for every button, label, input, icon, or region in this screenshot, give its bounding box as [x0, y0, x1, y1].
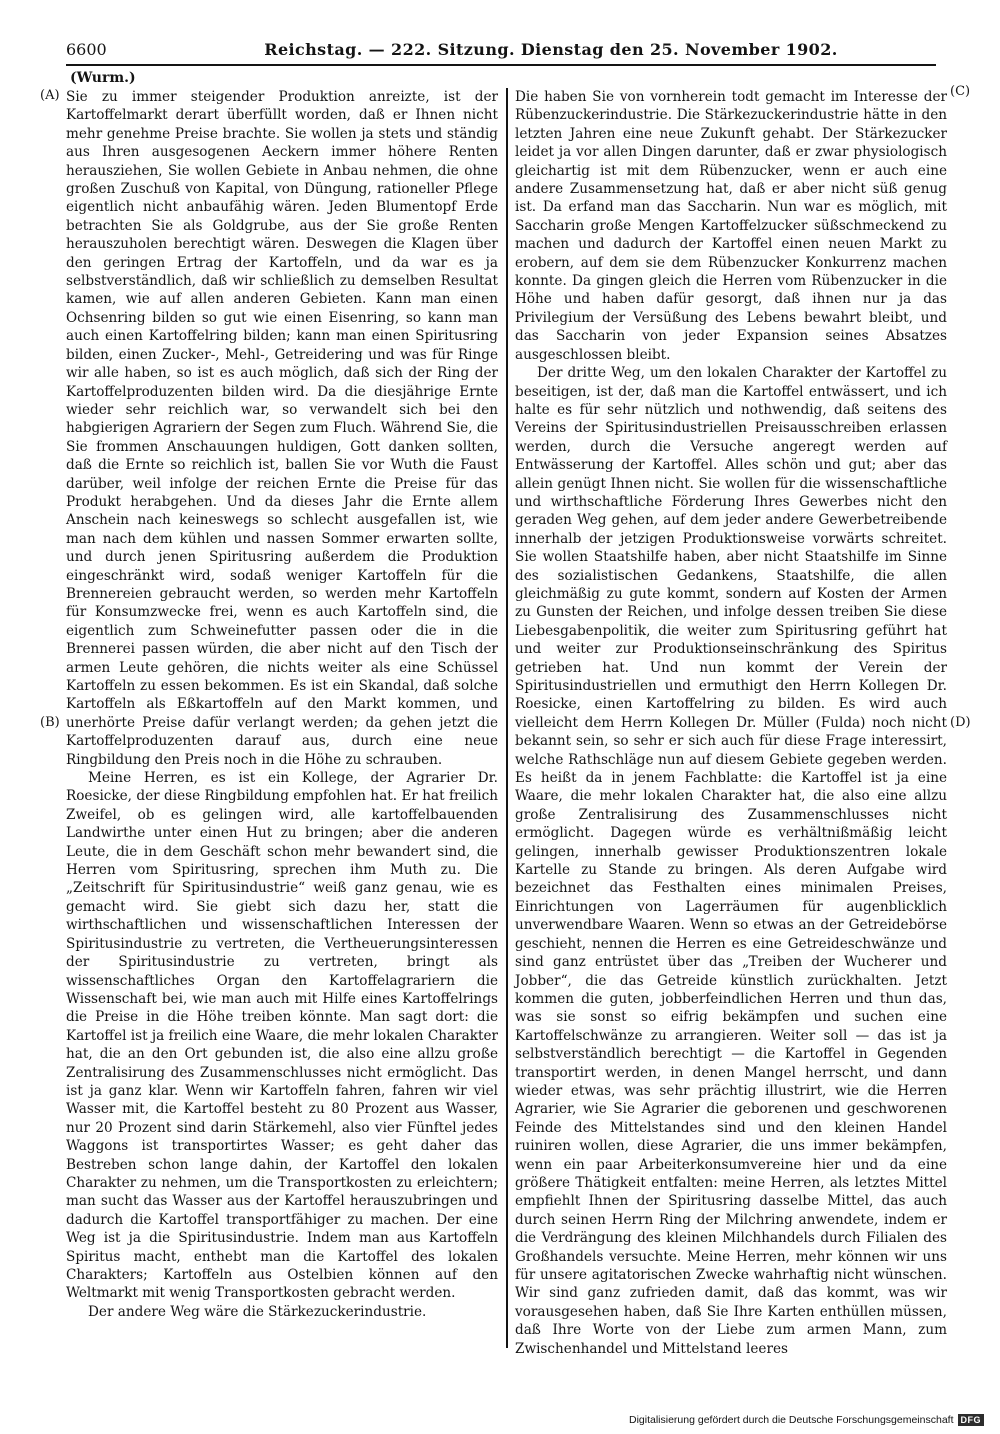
running-title: Reichstag. — 222. Sitzung. Dienstag den 25. November 1902. [264, 40, 838, 59]
digitization-credit [629, 1414, 984, 1426]
margin-mark-b: (B) [40, 715, 60, 730]
dfg-logo: DFG [958, 1414, 985, 1426]
paragraph: Sie zu immer steigender Produktion anreizte, ist der Kartoffelmarkt derart überfüllt worden, daß er Ihnen nicht mehr genehme Preise brachte. Sie wollen ja stets und ständig aus Ihren ausgesogenen Aeckern immer höhere Renten herausziehen, Sie wollen Gebiete in Anbau nehmen, die ohne großen Zuschuß von Kapital, von Düngung, rationeller Pflege eigentlich nicht anbaufähig wären. Jeden Blumentopf Erde betrachten Sie als Goldgrube, aus der Sie große Renten herauszuholen berechtigt wären. Deswegen die Klagen über den geringen Ertrag der Kartoffeln, und da war es ja selbstverständlich, daß wir schließlich zu demselben Resultat kamen, wie auf allen anderen Gebieten. Kann man einen Ochsenring bilden so gut wie einen Eisenring, so kann man auch einen Kartoffelring bilden; kann man einen Spiritusring bilden, einen Zucker-, Mehl-, Getreidering und was für Ringe wir alle haben, so ist es auch möglich, daß sich der Ring der Kartoffelproduzenten bilden wird. Da die diesjährige Ernte wieder sehr reichlich war, so verwandelt sich bei den habgierigen Agrariern der Segen zum Fluch. Während Sie, die Sie frommen Anschauungen huldigen, Gott danken sollten, daß die Ernte so reichlich ist, ballen Sie vor Wuth die Faust darüber, weil infolge der reichen Ernte die Preise für das Produkt herabgehen. Und da dieses Jahr die Ernte allem Anschein nach keineswegs so schlecht ausgefallen ist, wie man nach dem kühlen und nassen Sommer erwarten sollte, und durch jenen Spiritusring außerdem die Produktion eingeschränkt wird, sodaß weniger Kartoffeln für die Brennereien gebraucht werden, so werden mehr Kartoffeln für Konsumzwecke frei, wenn es auch Kartoffeln sind, die eigentlich zum Schweinefutter passen oder die in die Brennerei passen würden, die aber nicht auf den Tisch der armen Leute gehören, die nichts weiter als eine Schüssel Kartoffeln zu essen bekommen. Es ist ein Skandal, daß solche Kartoffeln als Eßkartoffeln auf den Markt kommen, und unerhörte Preise dafür verlangt werden; da gehen jetzt die Kartoffelproduzenten darauf aus, durch eine neue Ringbildung den Preis noch in die Höhe zu schrauben. [66, 89, 498, 768]
paragraph: Der andere Weg wäre die Stärkezuckerindustrie. [88, 1303, 427, 1320]
margin-mark-a: (A) [40, 88, 60, 103]
speaker-label: (Wurm.) [70, 70, 136, 86]
left-column [66, 88, 498, 1321]
column-divider [506, 88, 508, 1348]
margin-mark-d: (D) [950, 715, 971, 730]
margin-mark-c: (C) [950, 84, 971, 99]
right-column [515, 88, 947, 1358]
credit-text: Digitalisierung gefördert durch die Deutsche Forschungsgemeinschaft [628, 1414, 954, 1426]
paragraph: Der dritte Weg, um den lokalen Charakter der Kartoffel zu beseitigen, ist der, daß man die Kartoffel entwässert, und ich halte es für sehr nützlich und nothwendig, daß seitens des Vereins der Spiritusindustriellen Preisausschreiben erlassen werden, durch die Versuche angeregt werden auf Entwässerung der Kartoffel. Alles schön und gut; aber das allein genügt Ihnen nicht. Sie wollen für die wissenschaftliche und wirthschaftliche Förderung Ihres Gewerbes nicht den geraden Weg gehen, auf dem jeder andere Gewerbetreibende innerhalb der jetzigen Produktionsweise vorwärts schreitet. Sie wollen Staatshilfe haben, aber nicht Staatshilfe im Sinne des sozialistischen Gedankens, Staatshilfe, die allen gleichmäßig zu gute kommt, sondern auf Kosten der Armen zu Gunsten der Reichen, und infolge dessen treiben Sie diese Liebesgabenpolitik, die weiter zum Spiritusring geführt hat und weiter zur Produktionseinschränkung des Spiritus getrieben hat. Und nun kommt der Verein der Spiritusindustriellen und ermuthigt den Herrn Kollegen Dr. Roesicke, einen Kartoffelring zu bilden. Es wird auch vielleicht dem Herrn Kollegen Dr. Müller (Fulda) noch nicht bekannt sein, so sehr er sich auch für diese Frage interessirt, welche Rathschläge nun auf diesem Gebiete gegeben werden. Es heißt da in jenem Fachblatte: die Kartoffel ist ja eine Waare, die mehr lokalen Charakter hat, die also eine allzu große Zentralisirung des Zusammenschlusses nicht ermöglicht. Dagegen würde es verhältnißmäßig leicht gelingen, innerhalb gewisser Produktionszentren lokale Kartelle zu Stande zu bringen. Als deren Aufgabe wird bezeichnet das Festhalten eines minimalen Preises, Einrichtungen von Lagerräumen für augenblicklich unverwendbare Waaren. Wenn so etwas an der Getreidebörse geschieht, nennen die Herren es eine Getreideschwänze und sind ganz entrüstet über das „Treiben der Wucherer und Jobber“, die das Getreide künstlich zurückhalten. Jetzt kommen die guten, jobberfeindlichen Herren und thun das, was sie sonst so eifrig bekämpfen und suchen eine Kartoffelschwänze zu arrangieren. Weiter soll — das ist ja selbstverständlich berechtigt — die Kartoffel in Gegenden transportirt werden, in denen Mangel herrscht, und dann wieder etwas, was sehr prächtig illustrirt, wie die Herren Agrarier, wie Sie Agrarier die geborenen und geschworenen Feinde des Mittelstandes sind und den kleinen Handel ruiniren wollen, diese Agrarier, die uns immer bekämpfen, wenn ein paar Arbeiterkonsumvereine hier und da eine größere Thätigkeit entfalten: meine Herren, als letztes Mittel empfiehlt Ihnen der Spiritusring dasselbe Mittel, das auch durch seinen Herrn Ring der Milchring anwendete, indem er die Verdrängung des kleinen Milchhandels durch Filialen des Großhandels versuchte. Meine Herren, mehr können wir uns für unsere agitatorischen Zwecke wahrhaftig nicht wünschen. Wir sind ganz zufrieden damit, daß das kommt, was wir vorausgesehen haben, daß Sie Ihre Karten enthüllen müssen, daß Ihre Worte von der Liebe zum armen Mann, zum Zwischenhandel und Mittelstand leeres [515, 365, 947, 1357]
paragraph: Meine Herren, es ist ein Kollege, der Agrarier Dr. Roesicke, der diese Ringbildung empfohlen hat. Er hat freilich Zweifel, ob es gelingen wird, alle kartoffelbauenden Landwirthe unter einen Hut zu bringen; aber die anderen Leute, die in dem Geschäft schon mehr bewandert sind, die Herren vom Spiritusring, sprechen ihm Muth zu. Die „Zeitschrift für Spiritusindustrie“ weiß ganz genau, wie es gemacht wird. Sie giebt sich dazu her, statt die wirthschaftlichen und wissenschaftlichen Interessen der Spiritusindustrie zu vertreten, die Vertheuerungsinteressen der Spiritusindustrie zu vertreten, bringt als wissenschaftliches Organ den Kartoffelagrariern die Wissenschaft bei, wie man auch mit Hilfe eines Kartoffelrings die Preise in die Höhe treiben könnte. Man sagt dort: die Kartoffel ist ja freilich eine Waare, die mehr lokalen Charakter hat, die an den Ort gebunden ist, die also eine allzu große Zentralisirung des Zusammenschlusses nicht ermöglicht. Das ist ja ganz klar. Wenn wir Kartoffeln fahren, fahren wir viel Wasser mit, die Kartoffel besteht zu 80 Prozent aus Wasser, nur 20 Prozent sind darin Stärkemehl, also vier Fünftel jedes Waggons ist transportirtes Wasser; es geht daher das Bestreben schon lange dahin, der Kartoffel den lokalen Charakter zu nehmen, um die Transportkosten zu erleichtern; man sucht das Wasser aus der Kartoffel herauszubringen und dadurch die Kartoffel transportfähiger zu machen. Der eine Weg ist ja die Spiritusindustrie. Indem man aus Kartoffeln Spiritus macht, enthebt man die Kartoffel des lokalen Charakters; Kartoffeln aus Ostelbien können auf den Weltmarkt mit wenig Transportkosten gebracht werden. [66, 770, 498, 1302]
page-header [66, 38, 936, 66]
page-number: 6600 [66, 40, 107, 59]
paragraph: Die haben Sie von vornherein todt gemacht im Interesse der Rübenzuckerindustrie. Die Stärkezuckerindustrie hätte in den letzten Jahren eine neue Zukunft gehabt. Der Stärkezucker leidet ja vor allen Dingen darunter, daß er zwar physiologisch gleichartig ist mit dem Rübenzucker, wenn er auch eine andere Zusammensetzung hat, daß er aber nicht süß genug ist. Da erfand man das Saccharin. Nun war es möglich, mit Saccharin große Mengen Kartoffelzucker süßschmeckend zu machen und dadurch der Kartoffel einen neuen Markt zu erobern, auf dem sie dem Rübenzucker Konkurrenz machen konnte. Da gingen gleich die Herren vom Rübenzucker in die Höhe und haben dafür gesorgt, daß ihnen nur ja das Privilegium der Versüßung des Lebens bewahrt bleibt, und das Saccharin von jeder Expansion seines Absatzes ausgeschlossen bleibt. [515, 89, 947, 363]
